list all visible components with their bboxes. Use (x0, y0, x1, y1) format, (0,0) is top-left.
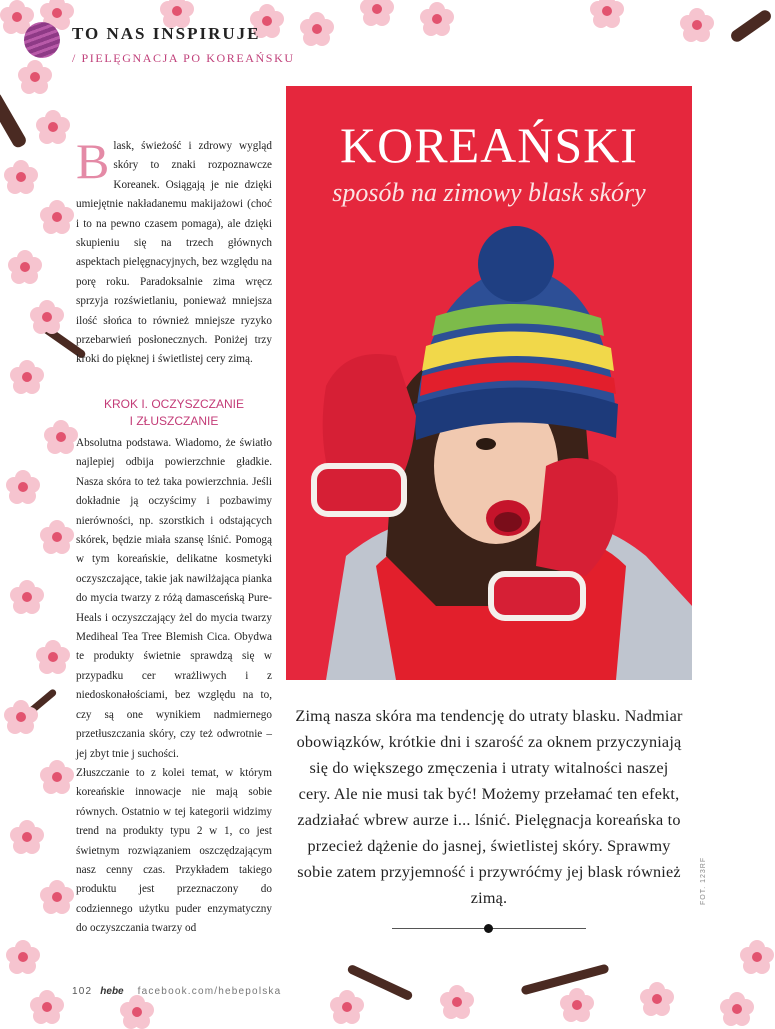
cherry-blossom-icon (720, 992, 754, 1026)
cherry-blossom-icon (590, 0, 624, 28)
step1-heading (76, 396, 272, 430)
step1-paragraph: Złuszczanie to z kolei temat, w którym koreańskie innowacje nie mają sobie równych. Ostatnio w tej kategorii widzimy trend na produkty typu 2 w 1, co jest świetnym rozwiązaniem oszczędzającym nasz cenny czas. Przykładem takiego produktu jest przeznaczony do codziennego użytku puder enzymatyczny do oczyszczania twarzy od (76, 766, 272, 935)
step1-body (76, 434, 272, 939)
cherry-blossom-icon (560, 988, 594, 1022)
cherry-blossom-icon (8, 250, 42, 284)
cherry-blossom-icon (640, 982, 674, 1016)
cherry-blossom-icon (10, 820, 44, 854)
drop-cap: B (76, 133, 110, 189)
cherry-blossom-icon (10, 360, 44, 394)
section-subtitle: / PIELĘGNACJA PO KOREAŃSKU (72, 51, 295, 65)
section-title: TO NAS INSPIRUJE (72, 24, 261, 43)
cherry-blossom-icon (40, 880, 74, 914)
cherry-blossom-icon (300, 12, 334, 46)
hero-subtitle: sposób na zimowy blask skóry (332, 178, 646, 207)
cherry-blossom-icon (330, 990, 364, 1024)
footer-url: facebook.com/hebepolska (137, 986, 282, 997)
pull-quote: Zimą nasza skóra ma tendencję do utraty blasku. Nadmiar obowiązków, krótkie dni i szarość za oknem przyczyniają się do większego zmęczenia i utraty witalności naszej cery. Ale nie musi tak być! Możemy przełamać ten efekt, zadziałać wbrew aurze i... lśnić. Pielęgnacja koreańska to przecież dążenie do jasnej, świetlistej skóry. Sprawmy sobie zatem przyjemność i przywróćmy jej blask również zimą. (295, 707, 683, 907)
cherry-blossom-icon (6, 940, 40, 974)
cherry-blossom-icon (40, 520, 74, 554)
cherry-blossom-icon (30, 990, 64, 1024)
page-footer (72, 986, 281, 997)
hero-photo (286, 86, 692, 680)
cherry-blossom-icon (40, 200, 74, 234)
cherry-blossom-icon (420, 2, 454, 36)
cherry-blossom-icon (4, 700, 38, 734)
cherry-blossom-icon (36, 110, 70, 144)
page-number: 102 (72, 986, 93, 997)
section-logo-icon (24, 22, 60, 58)
cherry-blossom-icon (740, 940, 774, 974)
cherry-blossom-icon (36, 640, 70, 674)
cherry-blossom-icon (10, 580, 44, 614)
cherry-blossom-icon (18, 60, 52, 94)
cherry-blossom-icon (120, 995, 154, 1029)
cherry-blossom-icon (360, 0, 394, 26)
step1-heading-line1: KROK I. OCZYSZCZANIE (103, 397, 244, 411)
brand-logo: hebe (100, 986, 124, 997)
cherry-blossom-icon (6, 470, 40, 504)
step1-paragraph: Absolutna podstawa. Wiadomo, że światło najlepiej odbija powierzchnie gładkie. Nasza skóra to też taka powierzchnia. Jeśli dokładnie ją oczyścimy i pozbawimy nierówności, np. szorstkich i odstających skórek, będzie miała szansę lśnić. Pomogą w tym koreańskie, delikatne kosmetyki oczyszczające, takie jak nawilżająca pianka do mycia twarzy z różą damasceńską Pure-Heals i oczyszczający żel do mycia twarzy Mediheal Tea Tree Blemish Cica. Obydwa te produkty świetnie sprawdzą się w przypadku cer wrażliwych i z niedoskonałościami, bez względu na to, czy są one wynikiem nadmiernego przetłuszczania skóry, czy też odwrotnie – jej zbyt tnie j suchości. (76, 437, 272, 760)
intro-text: lask, świeżość i zdrowy wygląd skóry to znaki rozpoznawcze Koreanek. Osiągają je nie dzięki umiejętnie nakładanemu makijażowi (choć i to na pewno czasem pomaga), ale dzięki skupieniu się na trzech głównych aspektach pielęgnacyjnych, bez względu na porę roku. Paradoksalnie zima wręcz sprzyja rozświetlaniu, ponieważ mniejsza ilość słońca to również mniejsze ryzyko przebarwień posłonecznych. Poniżej trzy kroki do pięknej i świetlistej cery zimą. (76, 140, 272, 366)
cherry-blossom-icon (44, 420, 78, 454)
intro-paragraph (76, 133, 272, 370)
woman-with-winter-hat-illustration (286, 86, 692, 680)
cherry-blossom-icon (30, 300, 64, 334)
hero-title: KOREAŃSKI (340, 117, 638, 173)
cherry-blossom-icon (680, 8, 714, 42)
photo-credit: FOT. 123RF (700, 856, 707, 905)
divider-dot (484, 924, 493, 933)
step1-heading-line2: I ZŁUSZCZANIE (129, 414, 219, 428)
cherry-blossom-icon (440, 985, 474, 1019)
cherry-blossom-icon (40, 760, 74, 794)
cherry-blossom-icon (4, 160, 38, 194)
